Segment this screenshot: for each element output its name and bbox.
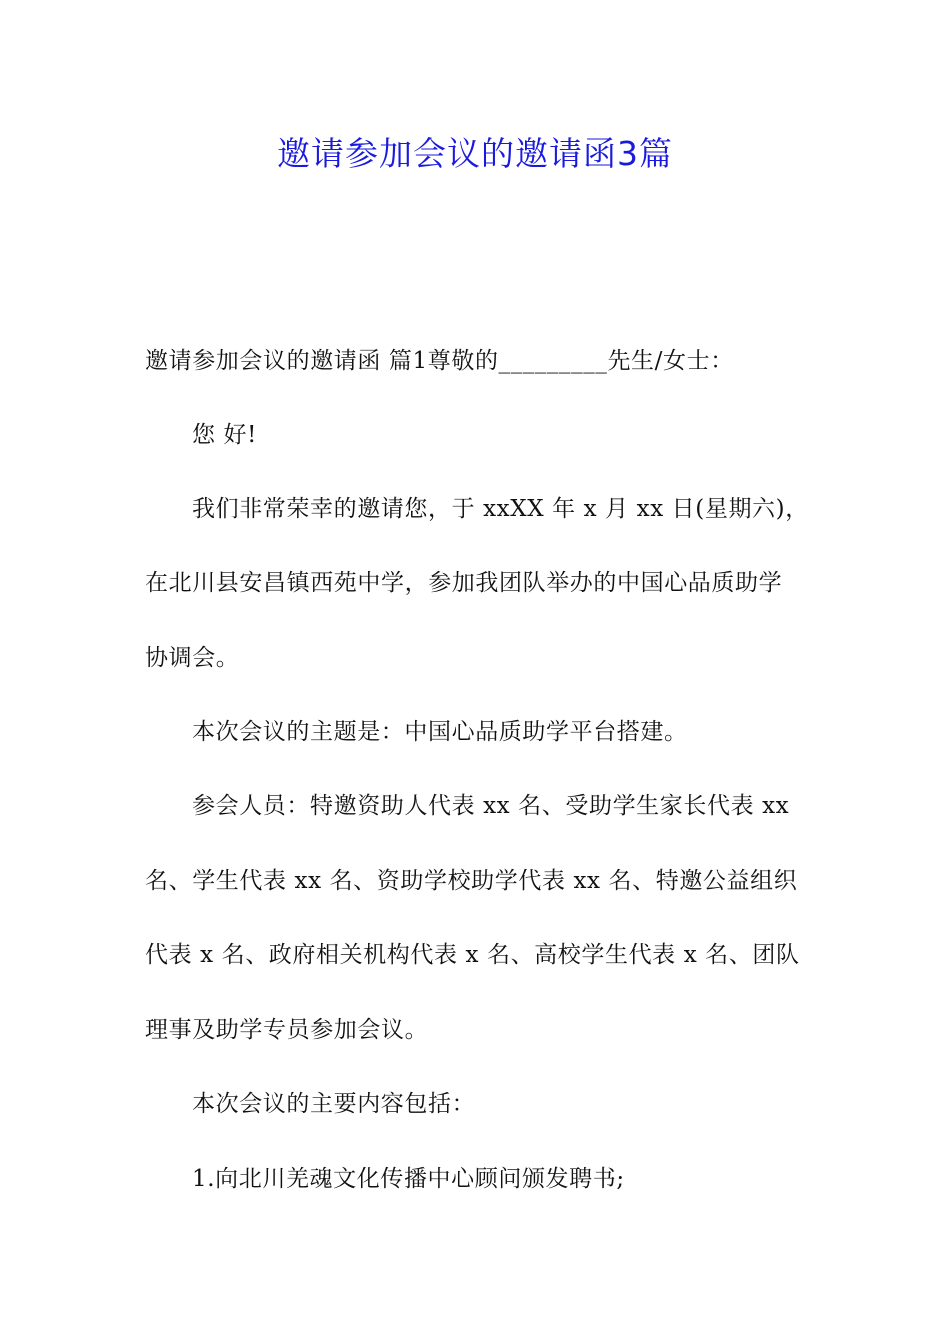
attendees-line: 参会人员：特邀资助人代表 xx 名、受助学生家长代表 xx: [192, 793, 790, 819]
body-line: 我们非常荣幸的邀请您，于 xxXX 年 x 月 xx 日(星期六)，: [192, 496, 809, 522]
salutation-line: 邀请参加会议的邀请函 篇1尊敬的_________先生/女士：: [145, 348, 734, 374]
theme-line: 本次会议的主题是：中国心品质助学平台搭建。: [192, 719, 688, 745]
body-line: 协调会。: [145, 645, 240, 671]
content-heading-line: 本次会议的主要内容包括：: [192, 1091, 476, 1117]
list-item: 1.向北川羌魂文化传播中心顾问颁发聘书;: [192, 1166, 625, 1192]
attendees-line: 代表 x 名、政府相关机构代表 x 名、高校学生代表 x 名、团队: [145, 942, 800, 968]
attendees-line: 理事及助学专员参加会议。: [145, 1017, 429, 1043]
attendees-line: 名、学生代表 xx 名、资助学校助学代表 xx 名、特邀公益组织: [145, 868, 798, 894]
greeting-line: 您 好!: [192, 422, 257, 448]
body-line: 在北川县安昌镇西苑中学，参加我团队举办的中国心品质助学: [145, 570, 783, 596]
document-title: 邀请参加会议的邀请函3篇: [277, 134, 673, 173]
